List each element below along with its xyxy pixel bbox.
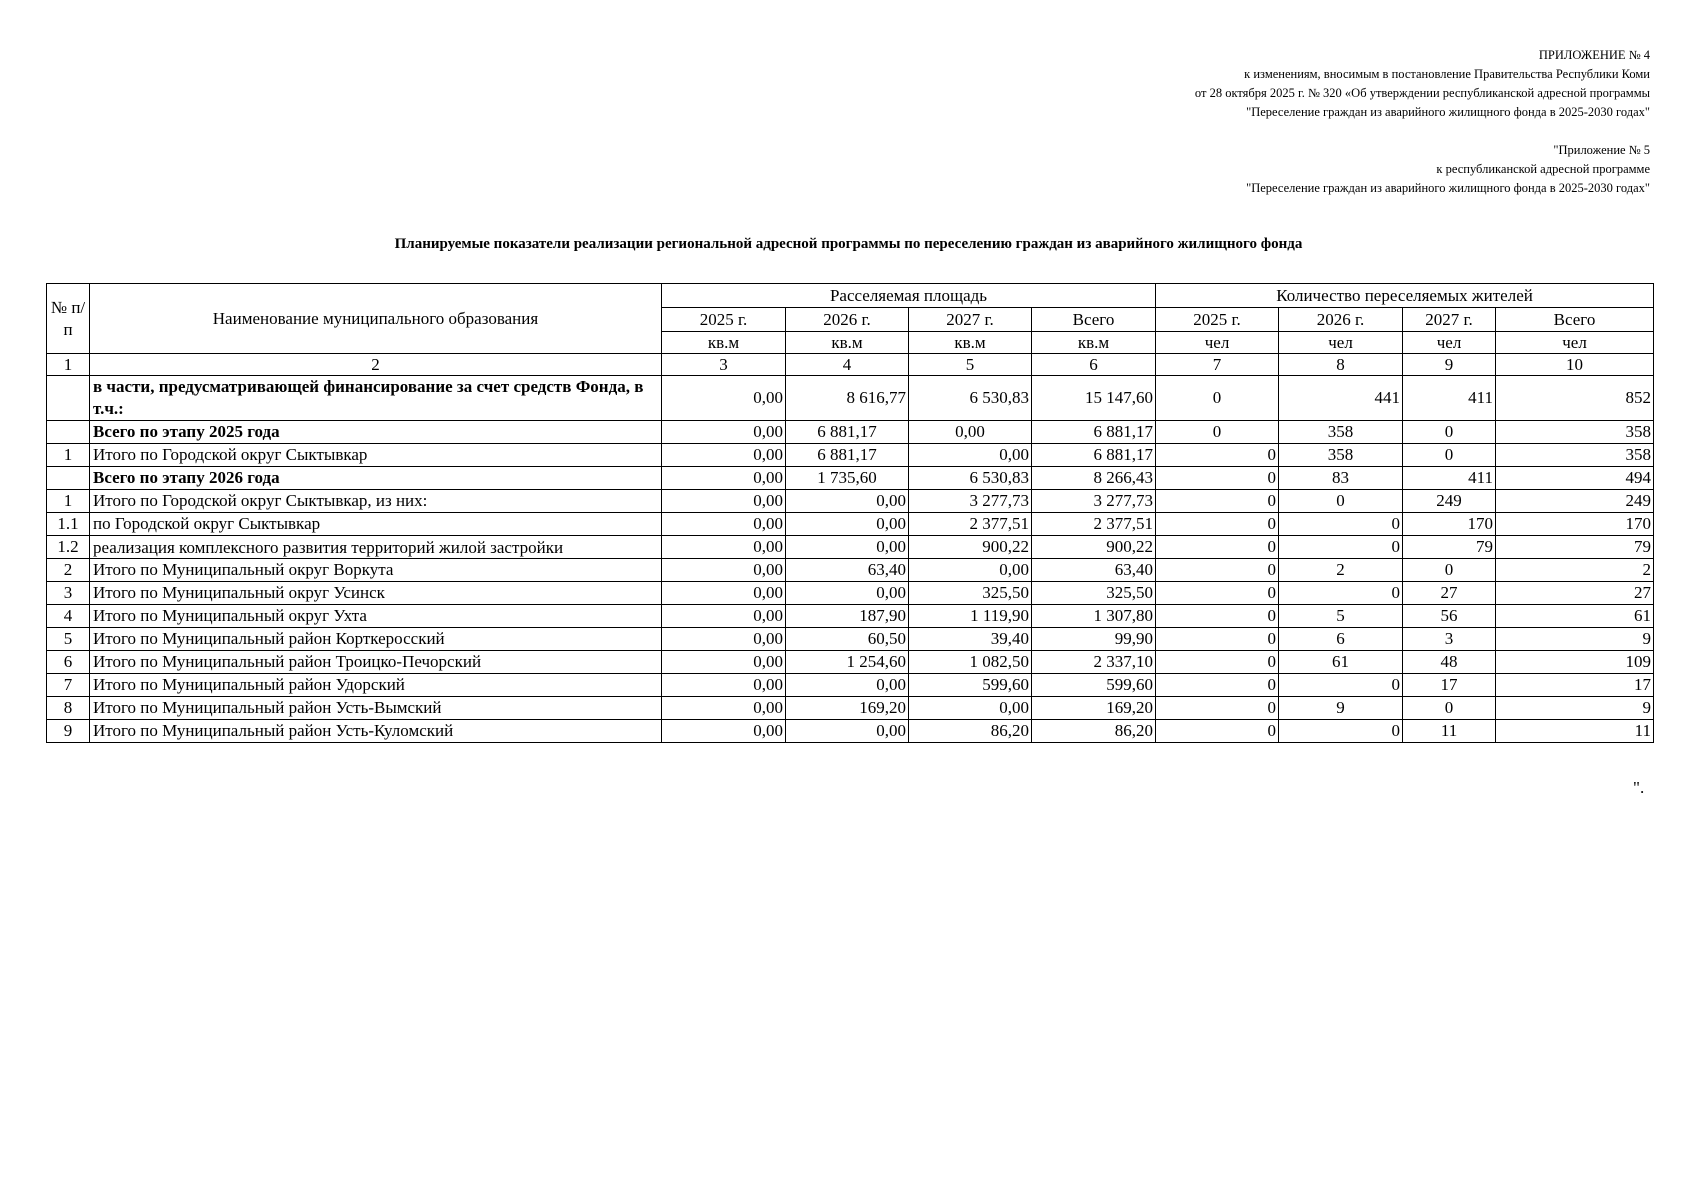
header-unit: чел xyxy=(1156,332,1279,354)
value-cell: 900,22 xyxy=(1032,536,1156,559)
value-cell: 86,20 xyxy=(1032,720,1156,743)
header-unit: чел xyxy=(1279,332,1403,354)
value-cell: 0,00 xyxy=(662,628,786,651)
header-column-number: 4 xyxy=(786,354,909,376)
value-cell: 6 xyxy=(1279,628,1403,651)
value-cell: 0,00 xyxy=(662,697,786,720)
header-people-group: Количество переселяемых жителей xyxy=(1156,284,1654,308)
value-cell: 48 xyxy=(1403,651,1496,674)
row-number: 3 xyxy=(47,582,90,605)
table-row xyxy=(47,467,1654,490)
value-cell: 0 xyxy=(1403,559,1496,582)
value-cell: 0,00 xyxy=(662,467,786,490)
appendix-header xyxy=(1195,46,1650,198)
municipality-name: Итого по Городской округ Сыктывкар xyxy=(90,444,662,467)
value-cell: 61 xyxy=(1279,651,1403,674)
value-cell: 0,00 xyxy=(662,651,786,674)
row-number: 1 xyxy=(47,444,90,467)
table-row xyxy=(47,605,1654,628)
header-column-number: 1 xyxy=(47,354,90,376)
value-cell: 187,90 xyxy=(786,605,909,628)
appendix-line: "Переселение граждан из аварийного жилищного фонда в 2025-2030 годах" xyxy=(1246,181,1650,195)
value-cell: 3 xyxy=(1403,628,1496,651)
value-cell: 63,40 xyxy=(786,559,909,582)
municipality-name: Итого по Муниципальный район Троицко-Печорский xyxy=(90,651,662,674)
municipality-name: Всего по этапу 2026 года xyxy=(90,467,662,490)
value-cell: 6 530,83 xyxy=(909,376,1032,421)
value-cell: 109 xyxy=(1496,651,1654,674)
header-column-number: 7 xyxy=(1156,354,1279,376)
value-cell: 358 xyxy=(1496,421,1654,444)
value-cell: 358 xyxy=(1496,444,1654,467)
value-cell: 60,50 xyxy=(786,628,909,651)
value-cell: 170 xyxy=(1496,513,1654,536)
value-cell: 0 xyxy=(1279,513,1403,536)
value-cell: 0 xyxy=(1279,720,1403,743)
row-number: 1 xyxy=(47,490,90,513)
value-cell: 900,22 xyxy=(909,536,1032,559)
value-cell: 0 xyxy=(1279,582,1403,605)
row-number: 5 xyxy=(47,628,90,651)
value-cell: 0 xyxy=(1156,628,1279,651)
table-row xyxy=(47,490,1654,513)
value-cell: 0,00 xyxy=(662,582,786,605)
value-cell: 0 xyxy=(1403,697,1496,720)
value-cell: 0,00 xyxy=(786,513,909,536)
appendix-line: от 28 октября 2025 г. № 320 «Об утверждении республиканской адресной программы xyxy=(1194,86,1650,100)
value-cell: 411 xyxy=(1403,376,1496,421)
value-cell: 3 277,73 xyxy=(909,490,1032,513)
table-row xyxy=(47,536,1654,559)
value-cell: 5 xyxy=(1279,605,1403,628)
value-cell: 249 xyxy=(1403,490,1496,513)
row-number: 9 xyxy=(47,720,90,743)
value-cell: 0,00 xyxy=(662,421,786,444)
value-cell: 11 xyxy=(1496,720,1654,743)
value-cell: 63,40 xyxy=(1032,559,1156,582)
municipality-name: Итого по Муниципальный район Усть-Куломский xyxy=(90,720,662,743)
header-year: 2027 г. xyxy=(909,308,1032,332)
value-cell: 83 xyxy=(1279,467,1403,490)
value-cell: 2 xyxy=(1496,559,1654,582)
value-cell: 0,00 xyxy=(909,697,1032,720)
value-cell: 0 xyxy=(1279,674,1403,697)
value-cell: 27 xyxy=(1496,582,1654,605)
value-cell: 86,20 xyxy=(909,720,1032,743)
appendix-line: "Переселение граждан из аварийного жилищного фонда в 2025-2030 годах" xyxy=(1246,105,1650,119)
value-cell: 6 881,17 xyxy=(786,444,909,467)
value-cell: 3 277,73 xyxy=(1032,490,1156,513)
value-cell: 6 530,83 xyxy=(909,467,1032,490)
value-cell: 8 616,77 xyxy=(786,376,909,421)
header-column-number: 5 xyxy=(909,354,1032,376)
value-cell: 2 377,51 xyxy=(909,513,1032,536)
value-cell: 249 xyxy=(1496,490,1654,513)
municipality-name: Итого по Муниципальный округ Воркута xyxy=(90,559,662,582)
header-column-number: 2 xyxy=(90,354,662,376)
row-number: 4 xyxy=(47,605,90,628)
table-row xyxy=(47,720,1654,743)
value-cell: 0,00 xyxy=(909,444,1032,467)
value-cell: 17 xyxy=(1403,674,1496,697)
value-cell: 0 xyxy=(1279,536,1403,559)
header-unit: кв.м xyxy=(662,332,786,354)
header-year: 2027 г. xyxy=(1403,308,1496,332)
value-cell: 0 xyxy=(1156,376,1279,421)
appendix-line: к изменениям, вносимым в постановление Правительства Республики Коми xyxy=(1244,67,1650,81)
table-row xyxy=(47,651,1654,674)
value-cell: 0 xyxy=(1156,605,1279,628)
value-cell: 325,50 xyxy=(1032,582,1156,605)
header-year: 2025 г. xyxy=(1156,308,1279,332)
municipality-name: Итого по Муниципальный округ Ухта xyxy=(90,605,662,628)
row-number: 2 xyxy=(47,559,90,582)
row-number: 8 xyxy=(47,697,90,720)
row-number: 1.1 xyxy=(47,513,90,536)
value-cell: 11 xyxy=(1403,720,1496,743)
value-cell: 325,50 xyxy=(909,582,1032,605)
row-number xyxy=(47,467,90,490)
value-cell: 0,00 xyxy=(786,720,909,743)
value-cell: 6 881,17 xyxy=(1032,444,1156,467)
value-cell: 56 xyxy=(1403,605,1496,628)
value-cell: 27 xyxy=(1403,582,1496,605)
header-year: 2026 г. xyxy=(1279,308,1403,332)
header-column-number: 10 xyxy=(1496,354,1654,376)
value-cell: 61 xyxy=(1496,605,1654,628)
appendix-line: ПРИЛОЖЕНИЕ № 4 xyxy=(1538,48,1650,62)
header-column-numbers-row xyxy=(47,354,1654,376)
municipality-name: по Городской округ Сыктывкар xyxy=(90,513,662,536)
value-cell: 0 xyxy=(1403,444,1496,467)
municipality-name: Итого по Муниципальный район Корткеросский xyxy=(90,628,662,651)
closing-quote: ". xyxy=(1633,778,1645,797)
header-num: № п/п xyxy=(47,284,90,354)
header-unit: кв.м xyxy=(1032,332,1156,354)
value-cell: 0 xyxy=(1156,697,1279,720)
header-column-number: 3 xyxy=(662,354,786,376)
value-cell: 0,00 xyxy=(662,559,786,582)
table-row xyxy=(47,444,1654,467)
value-cell: 0,00 xyxy=(662,720,786,743)
value-cell: 494 xyxy=(1496,467,1654,490)
value-cell: 15 147,60 xyxy=(1032,376,1156,421)
appendix-line: "Приложение № 5 xyxy=(1553,143,1650,157)
header-column-number: 8 xyxy=(1279,354,1403,376)
value-cell: 2 377,51 xyxy=(1032,513,1156,536)
value-cell: 0 xyxy=(1156,444,1279,467)
value-cell: 2 337,10 xyxy=(1032,651,1156,674)
municipality-name: Итого по Муниципальный район Усть-Вымский xyxy=(90,697,662,720)
table-row xyxy=(47,559,1654,582)
value-cell: 0 xyxy=(1156,559,1279,582)
value-cell: 9 xyxy=(1496,697,1654,720)
municipality-name: Итого по Городской округ Сыктывкар, из них: xyxy=(90,490,662,513)
header-year: Всего xyxy=(1032,308,1156,332)
value-cell: 0,00 xyxy=(786,674,909,697)
value-cell: 1 254,60 xyxy=(786,651,909,674)
value-cell: 1 119,90 xyxy=(909,605,1032,628)
header-year: 2025 г. xyxy=(662,308,786,332)
row-number xyxy=(47,376,90,421)
municipality-name: реализация комплексного развития территорий жилой застройки xyxy=(90,536,662,559)
table-row xyxy=(47,421,1654,444)
appendix-block-2 xyxy=(1195,141,1650,198)
table-row xyxy=(47,674,1654,697)
header-column-number: 9 xyxy=(1403,354,1496,376)
header-unit: кв.м xyxy=(786,332,909,354)
value-cell: 79 xyxy=(1403,536,1496,559)
municipality-name: Итого по Муниципальный район Удорский xyxy=(90,674,662,697)
header-year: 2026 г. xyxy=(786,308,909,332)
value-cell: 0 xyxy=(1156,513,1279,536)
value-cell: 358 xyxy=(1279,444,1403,467)
indicators-table xyxy=(46,283,1654,743)
municipality-name: Итого по Муниципальный округ Усинск xyxy=(90,582,662,605)
value-cell: 0 xyxy=(1279,490,1403,513)
value-cell: 0 xyxy=(1156,582,1279,605)
value-cell: 0,00 xyxy=(662,605,786,628)
value-cell: 9 xyxy=(1496,628,1654,651)
value-cell: 0 xyxy=(1156,651,1279,674)
value-cell: 169,20 xyxy=(786,697,909,720)
header-column-number: 6 xyxy=(1032,354,1156,376)
header-unit: чел xyxy=(1403,332,1496,354)
value-cell: 411 xyxy=(1403,467,1496,490)
value-cell: 599,60 xyxy=(909,674,1032,697)
value-cell: 0 xyxy=(1156,467,1279,490)
value-cell: 0,00 xyxy=(786,536,909,559)
row-number: 7 xyxy=(47,674,90,697)
value-cell: 599,60 xyxy=(1032,674,1156,697)
value-cell: 0 xyxy=(1156,421,1279,444)
value-cell: 0,00 xyxy=(786,490,909,513)
value-cell: 0,00 xyxy=(662,674,786,697)
value-cell: 1 307,80 xyxy=(1032,605,1156,628)
table-row xyxy=(47,582,1654,605)
table-body xyxy=(47,376,1654,743)
value-cell: 1 082,50 xyxy=(909,651,1032,674)
value-cell: 6 881,17 xyxy=(1032,421,1156,444)
value-cell: 2 xyxy=(1279,559,1403,582)
value-cell: 17 xyxy=(1496,674,1654,697)
value-cell: 441 xyxy=(1279,376,1403,421)
document-title: Планируемые показатели реализации региональной адресной программы по переселению граждан из аварийного жилищного фонда xyxy=(394,236,1303,252)
table-row xyxy=(47,513,1654,536)
value-cell: 0,00 xyxy=(909,559,1032,582)
value-cell: 99,90 xyxy=(1032,628,1156,651)
value-cell: 39,40 xyxy=(909,628,1032,651)
value-cell: 0,00 xyxy=(662,444,786,467)
value-cell: 0,00 xyxy=(662,536,786,559)
value-cell: 852 xyxy=(1496,376,1654,421)
value-cell: 0 xyxy=(1156,674,1279,697)
value-cell: 0,00 xyxy=(786,582,909,605)
table-row xyxy=(47,376,1654,421)
municipality-name: в части, предусматривающей финансирование за счет средств Фонда, в т.ч.: xyxy=(90,376,662,421)
row-number: 6 xyxy=(47,651,90,674)
value-cell: 0 xyxy=(1156,720,1279,743)
header-unit: чел xyxy=(1496,332,1654,354)
header-area-group: Расселяемая площадь xyxy=(662,284,1156,308)
appendix-block-1 xyxy=(1195,46,1650,122)
value-cell: 0 xyxy=(1156,536,1279,559)
header-year: Всего xyxy=(1496,308,1654,332)
value-cell: 0,00 xyxy=(909,421,1032,444)
value-cell: 1 735,60 xyxy=(786,467,909,490)
value-cell: 79 xyxy=(1496,536,1654,559)
header-unit: кв.м xyxy=(909,332,1032,354)
row-number xyxy=(47,421,90,444)
header-name: Наименование муниципального образования xyxy=(90,284,662,354)
municipality-name: Всего по этапу 2025 года xyxy=(90,421,662,444)
value-cell: 358 xyxy=(1279,421,1403,444)
appendix-line: к республиканской адресной программе xyxy=(1436,162,1650,176)
value-cell: 0 xyxy=(1156,490,1279,513)
value-cell: 0 xyxy=(1403,421,1496,444)
value-cell: 9 xyxy=(1279,697,1403,720)
row-number: 1.2 xyxy=(47,536,90,559)
value-cell: 0,00 xyxy=(662,376,786,421)
table-row xyxy=(47,628,1654,651)
value-cell: 170 xyxy=(1403,513,1496,536)
value-cell: 0,00 xyxy=(662,513,786,536)
value-cell: 8 266,43 xyxy=(1032,467,1156,490)
value-cell: 6 881,17 xyxy=(786,421,909,444)
value-cell: 169,20 xyxy=(1032,697,1156,720)
value-cell: 0,00 xyxy=(662,490,786,513)
table-row xyxy=(47,697,1654,720)
